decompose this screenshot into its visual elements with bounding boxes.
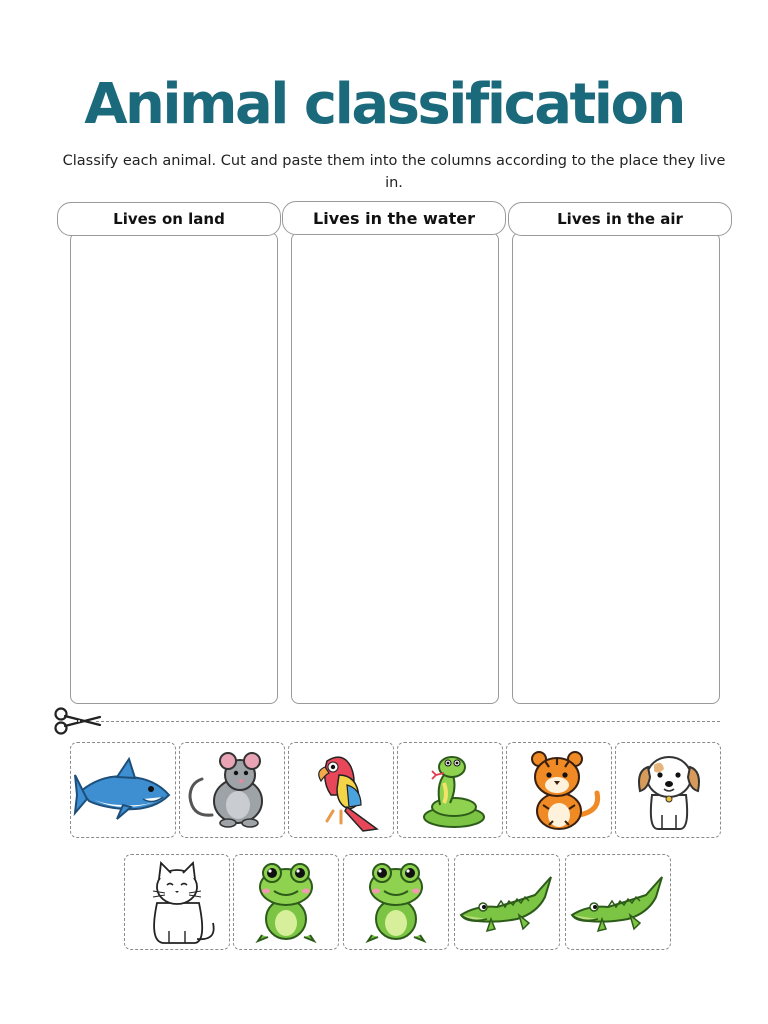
cat-icon [127, 857, 227, 947]
crocodile-icon [568, 857, 668, 947]
snake-icon [400, 745, 500, 835]
column-box-land[interactable] [70, 232, 278, 704]
column-header-label: Lives in the air [557, 210, 683, 228]
animal-card-tiger[interactable] [506, 742, 612, 838]
scissors-icon [52, 706, 102, 736]
animal-card-crocodile-1[interactable] [454, 854, 560, 950]
column-header-land [57, 202, 281, 236]
column-header-label: Lives in the water [313, 208, 475, 228]
column-header-label: Lives on land [113, 210, 225, 228]
mouse-icon [182, 745, 282, 835]
shark-icon [73, 745, 173, 835]
animal-card-shark[interactable] [70, 742, 176, 838]
tiger-icon [509, 745, 609, 835]
frog-icon [346, 857, 446, 947]
animal-card-frog-1[interactable] [233, 854, 339, 950]
animal-card-snake[interactable] [397, 742, 503, 838]
animal-card-mouse[interactable] [179, 742, 285, 838]
animal-card-frog-2[interactable] [343, 854, 449, 950]
animal-card-parrot[interactable] [288, 742, 394, 838]
parrot-icon [291, 745, 391, 835]
column-header-water [282, 201, 506, 235]
animal-card-dog[interactable] [615, 742, 721, 838]
page-title: Animal classification [84, 72, 684, 137]
column-box-water[interactable] [291, 232, 499, 704]
frog-icon [236, 857, 336, 947]
animal-card-crocodile-2[interactable] [565, 854, 671, 950]
cut-line [96, 721, 720, 722]
crocodile-icon [457, 857, 557, 947]
instructions-text: Classify each animal. Cut and paste them into the columns according to the place they live in. [62, 153, 726, 191]
dog-icon [618, 745, 718, 835]
column-box-air[interactable] [512, 232, 720, 704]
animal-card-cat[interactable] [124, 854, 230, 950]
column-header-air [508, 202, 732, 236]
